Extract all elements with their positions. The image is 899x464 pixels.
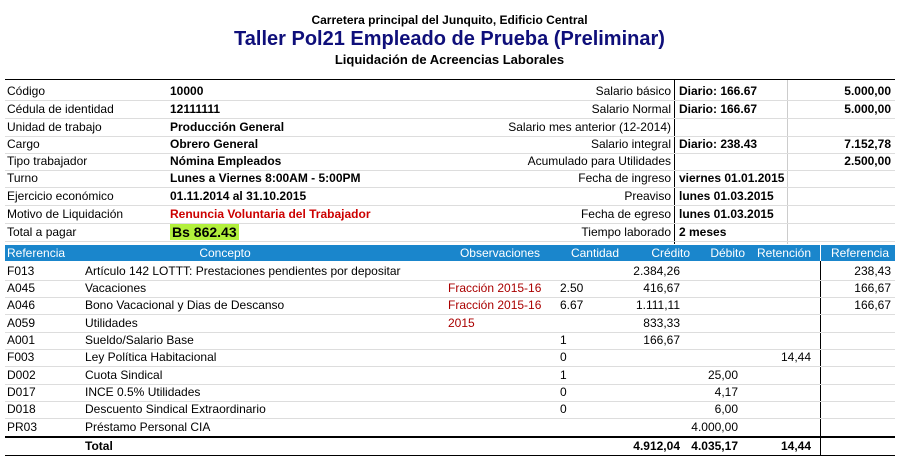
- report-subtitle: Liquidación de Acreencias Laborales: [334, 52, 565, 67]
- header-cell: Retención: [756, 246, 811, 260]
- info-row-unidad: [5, 119, 895, 137]
- header-cell: Referencia: [7, 246, 66, 260]
- info-right-label: Tiempo laborado: [581, 225, 671, 239]
- header-cell: Cantidad: [570, 246, 620, 260]
- table-row: [5, 349, 895, 367]
- table-row: [5, 401, 895, 419]
- cell-debit: 4.000,00: [691, 420, 738, 434]
- info-right-label: Salario integral: [590, 137, 671, 151]
- info-label: Total a pagar: [7, 225, 77, 239]
- info-right-value: 2 meses: [679, 225, 727, 239]
- cell-ref: F013: [7, 264, 35, 278]
- info-label: Cédula de identidad: [7, 102, 114, 116]
- cell-ref: PR03: [7, 420, 38, 434]
- table-row: [5, 297, 895, 315]
- info-value: 12111111: [170, 102, 221, 116]
- info-value: 10000: [170, 84, 204, 98]
- cell-credit: 833,33: [643, 316, 680, 330]
- header-cell: Crédito: [651, 246, 690, 260]
- info-label: Cargo: [7, 137, 40, 151]
- info-right-label: Salario básico: [595, 84, 671, 98]
- info-value: Renuncia Voluntaria del Trabajador: [170, 207, 371, 221]
- total-label: Total: [85, 439, 113, 453]
- info-amount: 5.000,00: [844, 102, 891, 116]
- total-retention: 14,44: [780, 439, 811, 453]
- divider: [820, 245, 821, 261]
- cell-debit: 4,17: [714, 385, 738, 399]
- header-cell: Observaciones: [459, 246, 541, 260]
- cell-debit: 25,00: [707, 368, 738, 382]
- cell-concept: Bono Vacacional y Dias de Descanso: [85, 298, 285, 312]
- cell-ref: D018: [7, 402, 36, 416]
- info-value: [170, 224, 239, 241]
- info-label: Turno: [7, 171, 38, 185]
- cell-ref: A046: [7, 298, 36, 312]
- cell-qty: 2.50: [560, 281, 584, 295]
- cell-ref: D002: [7, 368, 36, 382]
- info-label: Tipo trabajador: [7, 154, 88, 168]
- cell-ref: A059: [7, 316, 36, 330]
- cell-credit: 166,67: [643, 333, 680, 347]
- info-right-value: viernes 01.01.2015: [679, 171, 785, 185]
- cell-qty: 6.67: [560, 298, 584, 312]
- cell-retention: 14,44: [780, 350, 811, 364]
- cell-ref2: 166,67: [854, 281, 891, 295]
- info-row-total: [5, 224, 895, 242]
- cell-credit: 2.384,26: [633, 264, 680, 278]
- info-right-label: Salario Normal: [591, 102, 671, 116]
- info-amount: 2.500,00: [844, 154, 891, 168]
- cell-qty: 0: [560, 385, 567, 399]
- table-row: [5, 315, 895, 333]
- info-row-tipo: [5, 153, 895, 171]
- info-right-value: lunes 01.03.2015: [679, 207, 774, 221]
- table-row: [5, 332, 895, 350]
- cell-ref: D017: [7, 385, 36, 399]
- info-row-turno: [5, 170, 895, 188]
- total-to-pay: Bs 862.43: [172, 224, 237, 240]
- info-row-codigo: [5, 83, 895, 101]
- cell-debit: 6,00: [714, 402, 738, 416]
- table-row: [5, 280, 895, 298]
- info-right-label: Acumulado para Utilidades: [527, 154, 671, 168]
- table-row: [5, 419, 895, 437]
- info-row-motivo: [5, 206, 895, 224]
- info-right-value: lunes 01.03.2015: [679, 189, 774, 203]
- cell-ref2: 166,67: [854, 298, 891, 312]
- info-label: Ejercicio económico: [7, 189, 114, 203]
- cell-qty: 1: [560, 368, 567, 382]
- info-value: Obrero General: [170, 137, 259, 151]
- info-value: 01.11.2014 al 31.10.2015: [170, 189, 307, 203]
- cell-concept: Sueldo/Salario Base: [85, 333, 194, 347]
- table-row: [5, 263, 895, 281]
- report-title: Taller Pol21 Empleado de Prueba (Preliminar): [234, 28, 665, 50]
- info-amount: 7.152,78: [844, 137, 891, 151]
- total-credit: 4.912,04: [633, 439, 680, 453]
- info-right-label: Fecha de ingreso: [578, 171, 671, 185]
- info-right-value: Diario: 166.67: [679, 84, 758, 98]
- info-label: Código: [7, 84, 46, 98]
- cell-ref: F003: [7, 350, 35, 364]
- header-cell: Débito: [710, 246, 745, 260]
- cell-concept: Préstamo Personal CIA: [85, 420, 211, 434]
- cell-concept: INCE 0.5% Utilidades: [85, 385, 201, 399]
- info-label: Motivo de Liquidación: [7, 207, 124, 221]
- info-row-cargo: [5, 136, 895, 154]
- header-cell: Concepto: [199, 246, 251, 260]
- info-value: Lunes a Viernes 8:00AM - 5:00PM: [170, 171, 361, 185]
- cell-credit: 1.111,11: [635, 298, 680, 312]
- info-amount: 5.000,00: [844, 84, 891, 98]
- cell-obs: 2015: [448, 316, 475, 330]
- total-row: [5, 436, 895, 456]
- cell-concept: Ley Política Habitacional: [85, 350, 217, 364]
- info-right-value: Diario: 166.67: [679, 102, 758, 116]
- info-right-label: Preaviso: [624, 189, 671, 203]
- cell-concept: Artículo 142 LOTTT: Prestaciones pendientes por depositar: [85, 264, 401, 278]
- cell-ref: A045: [7, 281, 36, 295]
- info-right-label: Fecha de egreso: [580, 207, 671, 221]
- cell-qty: 1: [560, 333, 567, 347]
- table-row: [5, 384, 895, 402]
- cell-obs: Fracción 2015-16: [448, 281, 542, 295]
- company-address: Carretera principal del Junquito, Edificio Central: [311, 13, 588, 27]
- cell-concept: Cuota Sindical: [85, 368, 163, 382]
- info-right-label: Salario mes anterior (12-2014): [508, 120, 671, 134]
- cell-ref: A001: [7, 333, 36, 347]
- cell-obs: Fracción 2015-16: [448, 298, 542, 312]
- cell-qty: 0: [560, 350, 567, 364]
- info-value: Nómina Empleados: [170, 154, 282, 168]
- employee-info-section: [5, 79, 895, 244]
- cell-qty: 0: [560, 402, 567, 416]
- cell-credit: 416,67: [643, 281, 680, 295]
- info-row-ejercicio: [5, 188, 895, 206]
- table-row: [5, 367, 895, 385]
- cell-concept: Vacaciones: [85, 281, 147, 295]
- info-row-cedula: [5, 101, 895, 119]
- info-label: Unidad de trabajo: [7, 120, 102, 134]
- info-value: Producción General: [170, 120, 285, 134]
- total-debit: 4.035,17: [691, 439, 738, 453]
- table-header: [5, 245, 895, 261]
- info-right-value: Diario: 238.43: [679, 137, 758, 151]
- header-cell: Referencia: [830, 246, 889, 260]
- cell-ref2: 238,43: [854, 264, 891, 278]
- cell-concept: Utilidades: [85, 316, 138, 330]
- cell-concept: Descuento Sindical Extraordinario: [85, 402, 266, 416]
